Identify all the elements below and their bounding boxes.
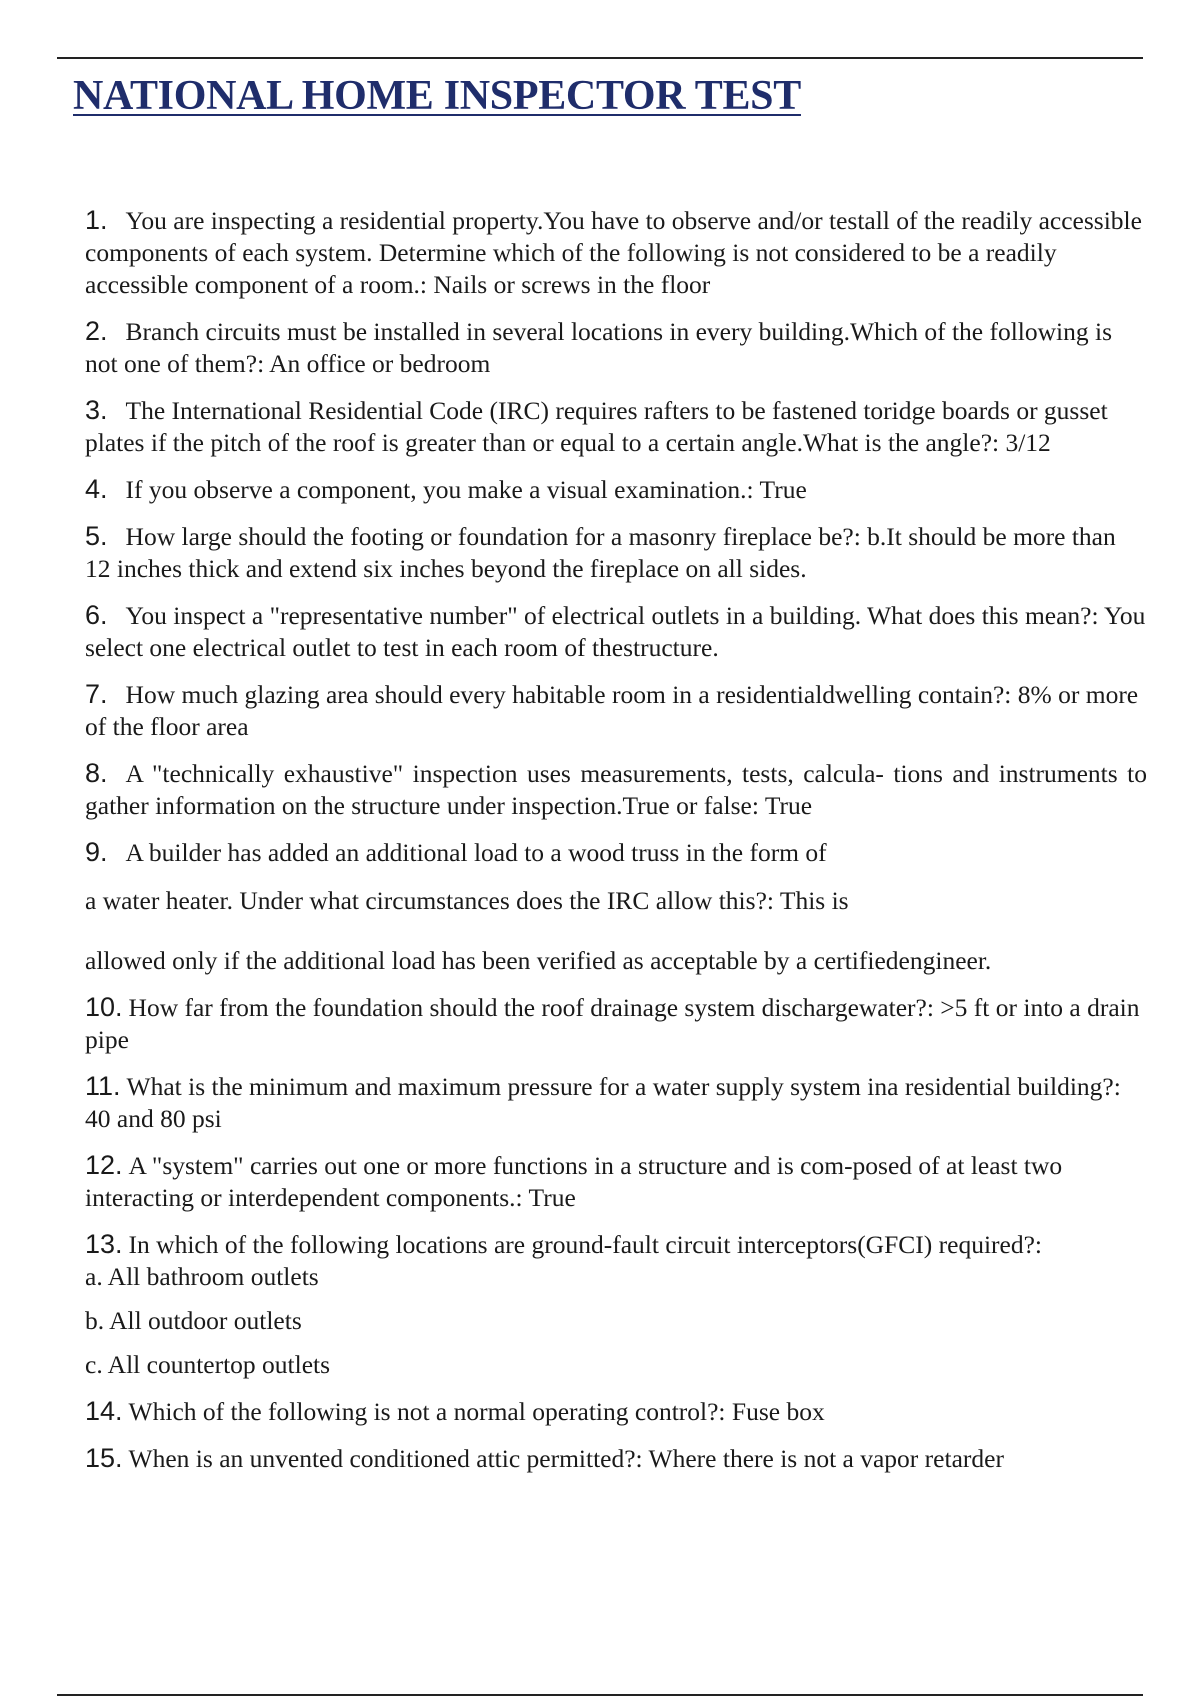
question-text: The International Residential Code (IRC) requires rafters to be fastened toridge boards or gusset plates if the pitch of the roof is greater than or equal to a certain angle.What is the angle?: 3/12	[85, 396, 1108, 457]
question-text: Branch circuits must be installed in several locations in every building.Which of the following is not one of them?: An office or bedroom	[85, 317, 1113, 378]
question-11	[85, 1070, 1147, 1135]
question-7	[85, 678, 1147, 743]
question-text: A "system" carries out one or more functions in a structure and is com-posed of at least two interacting or interdependent components.: True	[85, 1151, 1063, 1212]
question-number: 14.	[85, 1396, 123, 1426]
question-15	[85, 1442, 1147, 1475]
question-number: 8.	[85, 758, 108, 788]
question-number: 2.	[85, 316, 108, 346]
question-text: You inspect a "representative number" of electrical outlets in a building. What does this mean?: You select one electrical outlet to test in each room of thestructure.	[85, 601, 1146, 662]
question-6	[85, 599, 1147, 664]
question-number: 7.	[85, 679, 108, 709]
question-number: 12.	[85, 1150, 123, 1180]
question-14	[85, 1395, 1147, 1428]
answer-option: b. All outdoor outlets	[85, 1306, 302, 1335]
top-rule	[57, 57, 1143, 59]
question-2	[85, 315, 1147, 380]
answer-option: a. All bathroom outlets	[85, 1262, 319, 1291]
question-number: 13.	[85, 1229, 123, 1259]
question-number: 6.	[85, 600, 108, 630]
question-text: What is the minimum and maximum pressure for a water supply system ina residential building?: 40 and 80 psi	[85, 1072, 1121, 1133]
question-number: 15.	[85, 1443, 123, 1473]
answer-option: c. All countertop outlets	[85, 1350, 331, 1379]
question-text: A builder has added an additional load to a wood truss in the form of	[125, 838, 827, 867]
question-number: 10.	[85, 992, 123, 1022]
question-number: 4.	[85, 474, 108, 504]
question-line: allowed only if the additional load has been verified as acceptable by a certifiedengineer.	[85, 946, 992, 975]
question-number: 5.	[85, 521, 108, 551]
question-list	[85, 204, 1147, 1489]
question-10	[85, 991, 1147, 1056]
question-text: If you observe a component, you make a visual examination.: True	[125, 475, 807, 504]
question-text: A "technically exhaustive" inspection uses measurements, tests, calcula- tions and instruments to gather information on the structure under inspection.True or false: True	[85, 759, 1147, 820]
document-title: NATIONAL HOME INSPECTOR TEST	[73, 73, 801, 119]
question-line	[85, 1228, 1147, 1261]
question-text: When is an unvented conditioned attic permitted?: Where there is not a vapor retarder	[128, 1444, 1004, 1473]
question-text: How large should the footing or foundation for a masonry fireplace be?: b.It should be more than 12 inches thick and extend six inches beyond the fireplace on all sides.	[85, 522, 1116, 583]
question-number: 11.	[85, 1071, 121, 1101]
question-line	[85, 836, 1147, 869]
question-text: Which of the following is not a normal operating control?: Fuse box	[128, 1397, 825, 1426]
question-text: You are inspecting a residential property.You have to observe and/or testall of the readily accessible components of each system. Determine which of the following is not considered to be a readily accessible component of a room.: Nails or screws in the floor	[85, 206, 1142, 299]
question-text: In which of the following locations are ground-fault circuit interceptors(GFCI) required?:	[128, 1230, 1043, 1259]
question-line: a water heater. Under what circumstances does the IRC allow this?: This is	[85, 886, 849, 915]
question-8	[85, 757, 1147, 822]
question-number: 9.	[85, 837, 108, 867]
question-5	[85, 520, 1147, 585]
question-text: How far from the foundation should the roof drainage system dischargewater?: >5 ft or into a drain pipe	[85, 993, 1140, 1054]
bottom-rule	[57, 1694, 1143, 1696]
question-13	[85, 1228, 1147, 1381]
question-1	[85, 204, 1147, 301]
question-9	[85, 836, 1147, 977]
question-3	[85, 394, 1147, 459]
question-number: 1.	[85, 205, 108, 235]
question-number: 3.	[85, 395, 108, 425]
question-4	[85, 473, 1147, 506]
question-12	[85, 1149, 1147, 1214]
question-text: How much glazing area should every habitable room in a residentialdwelling contain?: 8% or more of the floor area	[85, 680, 1139, 741]
